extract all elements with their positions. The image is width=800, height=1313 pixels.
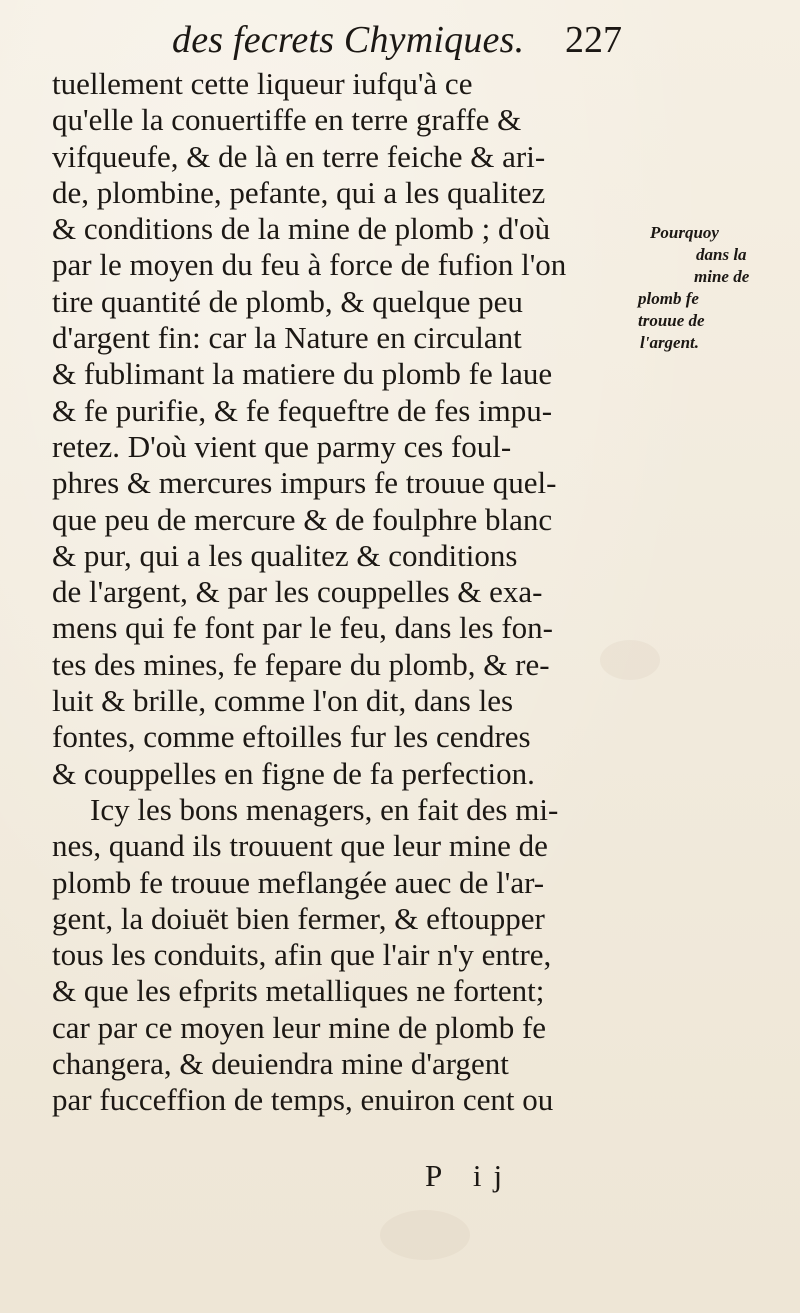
text-line: & fe purifie, & fe fequeftre de fes impu-	[52, 392, 553, 428]
text-line: car par ce moyen leur mine de plomb fe	[52, 1009, 547, 1045]
margin-note-line: l'argent.	[640, 333, 700, 352]
text-line: nes, quand ils trouuent que leur mine de	[52, 828, 548, 864]
text-line: de l'argent, & par les couppelles & exa-	[52, 574, 543, 610]
text-line: & conditions de la mine de plomb ; d'où	[52, 211, 551, 247]
text-line: phres & mercures impurs fe trouue quel-	[52, 465, 557, 501]
text-line: plomb fe trouue meflangée auec de l'ar-	[52, 864, 545, 900]
text-line: que peu de mercure & de foulphre blanc	[52, 501, 553, 537]
text-line: tes des mines, fe fepare du plomb, & re-	[52, 646, 550, 682]
signature-mark: P ij	[425, 1158, 515, 1193]
text-line: tous les conduits, afin que l'air n'y entre,	[52, 937, 552, 973]
text-line: & pur, qui a les qualitez & conditions	[52, 537, 518, 573]
margin-note-line: mine de	[694, 267, 750, 286]
text-line: & couppelles en figne de fa perfection.	[52, 755, 535, 791]
margin-note-line: plomb fe	[638, 289, 699, 308]
text-line: & que les efprits metalliques ne fortent;	[52, 973, 545, 1009]
text-line: vifqueufe, & de là en terre feiche & ari-	[52, 138, 546, 174]
margin-note-line: dans la	[696, 245, 747, 264]
margin-note-line: Pourquoy	[650, 223, 719, 242]
text-line: gent, la doiuët bien fermer, & eftoupper	[52, 900, 545, 936]
body-text	[52, 66, 632, 1119]
text-line: de, plombine, pefante, qui a les qualitez	[52, 174, 546, 210]
text-line: fontes, comme eftoilles fur les cendres	[52, 719, 531, 755]
paragraph-start-line: Icy les bons menagers, en fait des mi-	[90, 791, 559, 827]
text-line: par fucceffion de temps, enuiron cent ou	[52, 1082, 554, 1118]
page-header	[0, 12, 800, 64]
margin-note-line: trouue de	[638, 311, 705, 330]
text-line: retez. D'où vient que parmy ces foul-	[52, 428, 512, 464]
paper-stain	[380, 1210, 470, 1260]
margin-note	[638, 222, 788, 354]
page-number: 227	[565, 19, 622, 61]
text-line: & fublimant la matiere du plomb fe laue	[52, 356, 553, 392]
text-line: mens qui fe font par le feu, dans les fon-	[52, 610, 554, 646]
text-line: changera, & deuiendra mine d'argent	[52, 1046, 509, 1082]
text-line: luit & brille, comme l'on dit, dans les	[52, 683, 514, 719]
text-line: d'argent fin: car la Nature en circulant	[52, 320, 522, 356]
text-line: tire quantité de plomb, & quelque peu	[52, 283, 523, 319]
text-line: tuellement cette liqueur iufqu'à ce	[52, 66, 473, 101]
text-line: qu'elle la conuertiffe en terre graffe &	[52, 102, 522, 138]
running-title: des fecrets Chymiques.	[172, 19, 525, 61]
text-line: par le moyen du feu à force de fufion l'on	[52, 247, 567, 283]
